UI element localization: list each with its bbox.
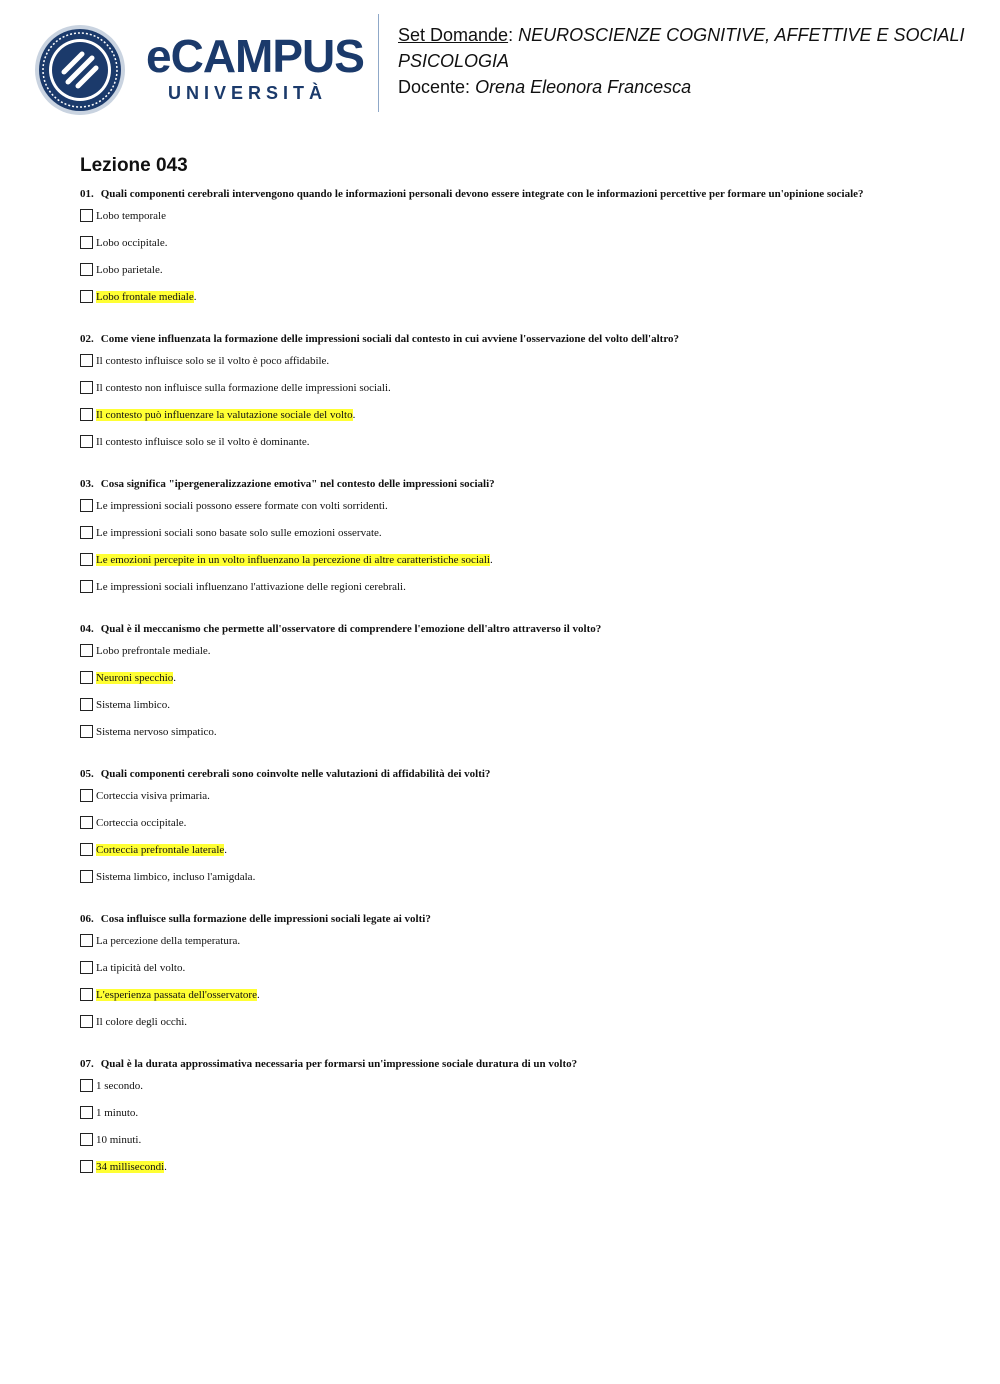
- answer-option[interactable]: [80, 1161, 920, 1188]
- question-block: [80, 1059, 920, 1188]
- answer-checkbox[interactable]: [80, 553, 93, 566]
- teacher-label: Docente:: [398, 77, 471, 97]
- course-title: NEUROSCIENZE COGNITIVE, AFFETTIVE E SOCIALI: [518, 25, 965, 45]
- ecampus-wordmark: eCAMPUS UNIVERSITÀ: [146, 30, 364, 103]
- answer-checkbox[interactable]: [80, 870, 93, 883]
- answer-option[interactable]: [80, 210, 920, 237]
- answer-checkbox[interactable]: [80, 644, 93, 657]
- answer-option[interactable]: [80, 554, 920, 581]
- answer-label: 1 minuto.: [96, 1107, 139, 1119]
- course-subtitle: PSICOLOGIA: [398, 51, 510, 71]
- answer-checkbox[interactable]: [80, 961, 93, 974]
- answer-label: Sistema limbico.: [96, 699, 170, 711]
- page-header: [0, 0, 1000, 130]
- question-text: [80, 1059, 920, 1070]
- answer-option[interactable]: [80, 817, 920, 844]
- question-body: Cosa significa "ipergeneralizzazione emotiva" nel contesto delle impressioni sociali?: [100, 478, 495, 490]
- answer-option[interactable]: [80, 355, 920, 382]
- question-body: Qual è il meccanismo che permette all'osservatore di comprendere l'emozione dell'altro attraverso il volto?: [100, 623, 602, 635]
- answer-label: 1 secondo.: [96, 1080, 144, 1092]
- answer-label: Lobo prefrontale mediale.: [96, 645, 211, 657]
- answer-checkbox[interactable]: [80, 435, 93, 448]
- quiz-content: [80, 154, 920, 1204]
- answer-label: Il contesto influisce solo se il volto è dominante.: [96, 436, 310, 448]
- answer-checkbox[interactable]: [80, 988, 93, 1001]
- question-number: 04.: [80, 623, 94, 635]
- answer-checkbox[interactable]: [80, 290, 93, 303]
- question-block: [80, 189, 920, 318]
- answer-suffix: .: [164, 1161, 167, 1173]
- answer-option[interactable]: [80, 790, 920, 817]
- answer-checkbox[interactable]: [80, 934, 93, 947]
- answer-option[interactable]: [80, 1080, 920, 1107]
- answer-option[interactable]: [80, 500, 920, 527]
- answer-label: Il contesto influisce solo se il volto è poco affidabile.: [96, 355, 330, 367]
- answer-checkbox[interactable]: [80, 789, 93, 802]
- answer-option[interactable]: [80, 1016, 920, 1043]
- question-block: [80, 914, 920, 1043]
- answer-suffix: .: [256, 989, 260, 1001]
- answer-option[interactable]: [80, 409, 920, 436]
- answer-label: Le impressioni sociali possono essere formate con volti sorridenti.: [96, 500, 388, 512]
- question-body: Quali componenti cerebrali intervengono quando le informazioni personali devono essere integrate con le informazioni percettive per formare un'opinione sociale?: [100, 188, 864, 200]
- answer-option[interactable]: [80, 382, 920, 409]
- answer-option[interactable]: [80, 291, 920, 318]
- answer-suffix: .: [193, 291, 197, 303]
- answer-checkbox[interactable]: [80, 1015, 93, 1028]
- answer-checkbox[interactable]: [80, 725, 93, 738]
- answer-checkbox[interactable]: [80, 263, 93, 276]
- answer-option[interactable]: [80, 962, 920, 989]
- answer-checkbox[interactable]: [80, 698, 93, 711]
- answer-label: Lobo occipitale.: [96, 237, 168, 249]
- answer-option[interactable]: [80, 264, 920, 291]
- answer-label: 10 minuti.: [96, 1134, 142, 1146]
- answer-option[interactable]: [80, 699, 920, 726]
- question-text: [80, 624, 920, 635]
- ecampus-emblem-icon: [34, 24, 126, 116]
- set-label: Set Domande: [398, 25, 509, 45]
- question-text: [80, 189, 920, 200]
- answer-label: Sistema nervoso simpatico.: [96, 726, 217, 738]
- lesson-title: Lezione 043: [80, 155, 188, 176]
- answer-label: Le impressioni sociali sono basate solo sulle emozioni osservate.: [96, 527, 382, 539]
- answer-option[interactable]: [80, 989, 920, 1016]
- answer-label-correct: L'esperienza passata dell'osservatore: [96, 989, 257, 1001]
- answer-label: Corteccia occipitale.: [96, 817, 187, 829]
- answer-checkbox[interactable]: [80, 526, 93, 539]
- answer-checkbox[interactable]: [80, 843, 93, 856]
- question-number: 05.: [80, 768, 94, 780]
- answer-option[interactable]: [80, 726, 920, 753]
- answer-label: La percezione della temperatura.: [96, 935, 241, 947]
- answer-option[interactable]: [80, 237, 920, 264]
- answer-checkbox[interactable]: [80, 236, 93, 249]
- answer-suffix: .: [352, 409, 356, 421]
- answer-option[interactable]: [80, 1134, 920, 1161]
- question-block: [80, 624, 920, 753]
- answer-label: Sistema limbico, incluso l'amigdala.: [96, 871, 256, 883]
- question-number: 07.: [80, 1058, 94, 1070]
- answer-suffix: .: [490, 554, 493, 566]
- answer-checkbox[interactable]: [80, 1079, 93, 1092]
- question-text: [80, 479, 920, 490]
- question-body: Cosa influisce sulla formazione delle impressioni sociali legate ai volti?: [100, 913, 431, 925]
- question-block: [80, 479, 920, 608]
- question-text: [80, 334, 920, 345]
- answer-label-correct: Neuroni specchio: [96, 672, 174, 684]
- answer-label: Lobo parietale.: [96, 264, 163, 276]
- answer-label: Lobo temporale: [96, 210, 166, 222]
- answer-label-correct: Corteccia prefrontale laterale: [96, 844, 225, 856]
- answer-label: Le impressioni sociali influenzano l'attivazione delle regioni cerebrali.: [96, 581, 406, 593]
- question-body: Come viene influenzata la formazione delle impressioni sociali dal contesto in cui avviene l'osservazione del volto dell'altro?: [100, 333, 680, 345]
- question-text: [80, 769, 920, 780]
- answer-option[interactable]: [80, 581, 920, 608]
- answer-option[interactable]: [80, 1107, 920, 1134]
- answer-checkbox[interactable]: [80, 209, 93, 222]
- question-block: [80, 769, 920, 898]
- answer-checkbox[interactable]: [80, 1106, 93, 1119]
- question-block: [80, 334, 920, 463]
- question-text: [80, 914, 920, 925]
- answer-checkbox[interactable]: [80, 354, 93, 367]
- question-number: 03.: [80, 478, 94, 490]
- question-list: [80, 189, 920, 1188]
- answer-label: Corteccia visiva primaria.: [96, 790, 210, 802]
- answer-option[interactable]: [80, 935, 920, 962]
- answer-suffix: .: [173, 672, 177, 684]
- answer-option[interactable]: [80, 645, 920, 672]
- answer-label: Il contesto non influisce sulla formazione delle impressioni sociali.: [96, 382, 391, 394]
- question-number: 02.: [80, 333, 94, 345]
- answer-checkbox[interactable]: [80, 1160, 93, 1173]
- answer-suffix: .: [224, 844, 228, 856]
- answer-label-correct: Il contesto può influenzare la valutazione sociale del volto: [96, 409, 353, 421]
- answer-checkbox[interactable]: [80, 499, 93, 512]
- answer-checkbox[interactable]: [80, 580, 93, 593]
- teacher-name: Orena Eleonora Francesca: [475, 77, 692, 97]
- answer-label-correct: 34 millisecondi: [96, 1161, 165, 1173]
- ecampus-logo: [34, 24, 364, 116]
- answer-option[interactable]: [80, 436, 920, 463]
- answer-label: La tipicità del volto.: [96, 962, 186, 974]
- header-info: Set Domande: NEUROSCIENZE COGNITIVE, AFFETTIVE E SOCIALI PSICOLOGIA Docente: Orena Eleonora Francesca: [398, 25, 965, 97]
- question-number: 06.: [80, 913, 94, 925]
- answer-option[interactable]: [80, 527, 920, 554]
- question-number: 01.: [80, 188, 94, 200]
- answer-checkbox[interactable]: [80, 408, 93, 421]
- answer-checkbox[interactable]: [80, 671, 93, 684]
- answer-label: Il colore degli occhi.: [96, 1016, 188, 1028]
- answer-option[interactable]: [80, 672, 920, 699]
- header-divider: [378, 14, 379, 112]
- answer-label-correct: Le emozioni percepite in un volto influenzano la percezione di altre caratteristiche sociali: [96, 554, 490, 566]
- answer-label-correct: Lobo frontale mediale: [96, 291, 194, 303]
- question-body: Quali componenti cerebrali sono coinvolte nelle valutazioni di affidabilità dei volti?: [100, 768, 491, 780]
- answer-option[interactable]: [80, 871, 920, 898]
- answer-checkbox[interactable]: [80, 1133, 93, 1146]
- answer-option[interactable]: [80, 844, 920, 871]
- answer-checkbox[interactable]: [80, 816, 93, 829]
- answer-checkbox[interactable]: [80, 381, 93, 394]
- question-body: Qual è la durata approssimativa necessaria per formarsi un'impressione sociale duratura di un volto?: [100, 1058, 578, 1070]
